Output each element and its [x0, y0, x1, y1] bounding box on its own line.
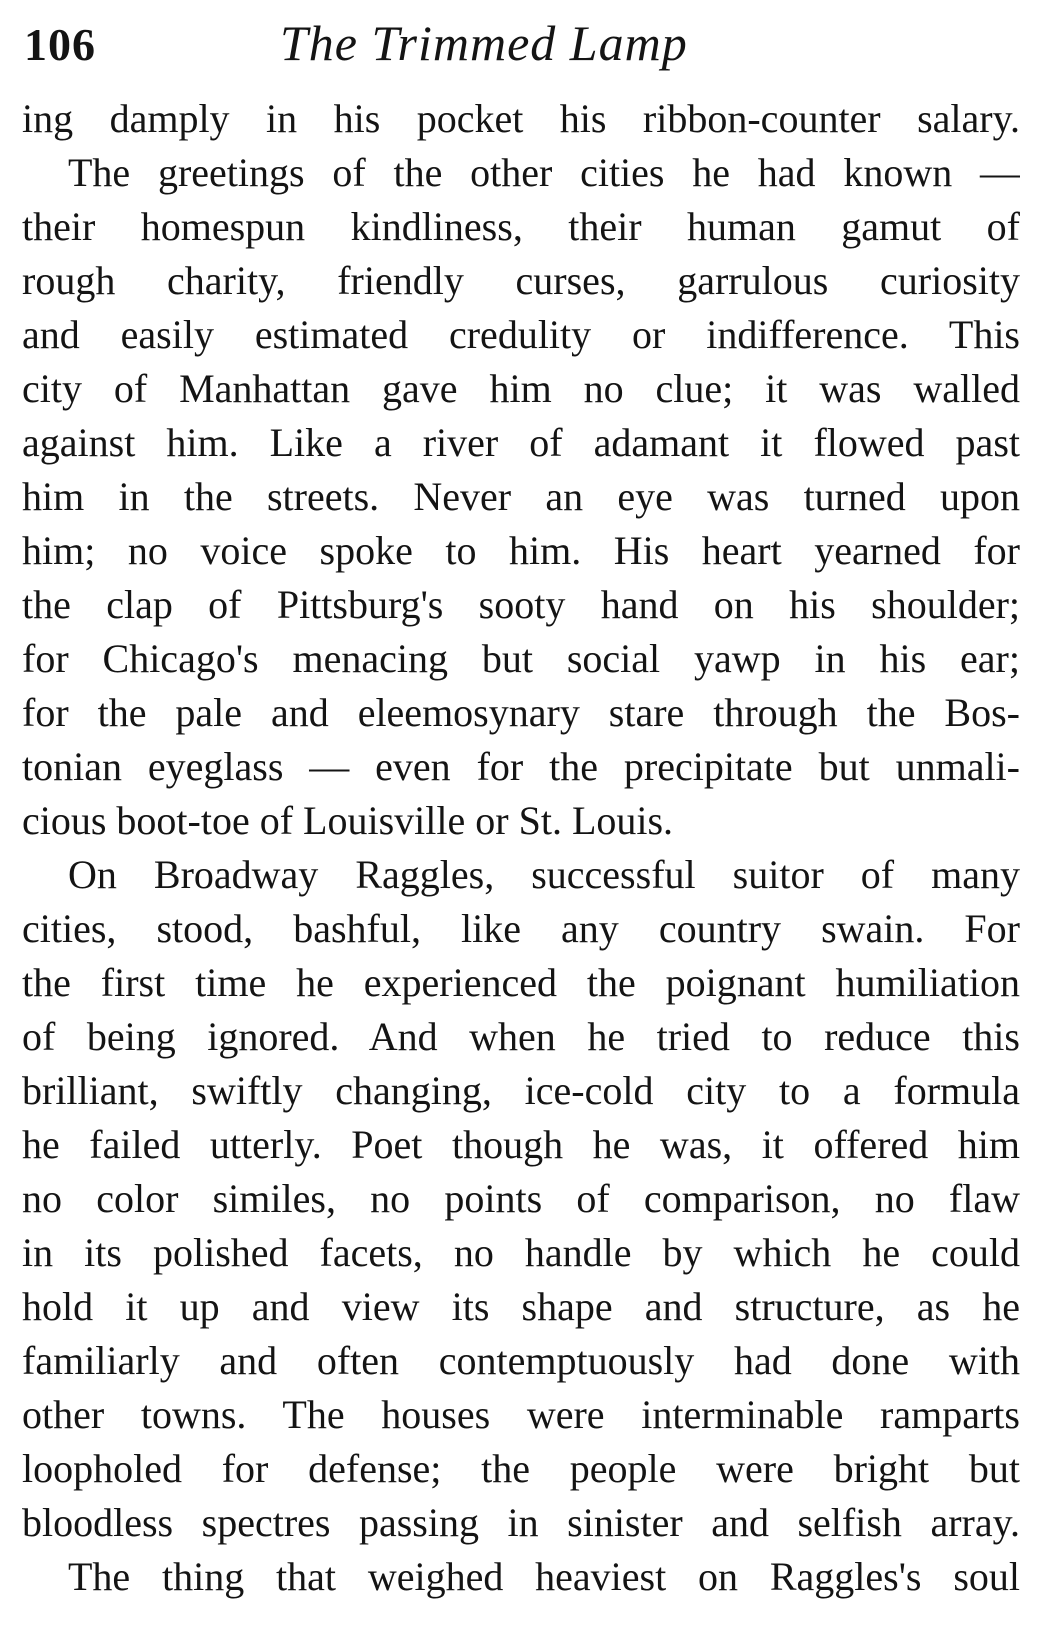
- text-line: their homespun kindliness, their human gamut of: [22, 204, 1020, 249]
- text-line: The greetings of the other cities he had known —: [68, 150, 1020, 195]
- text-line: On Broadway Raggles, successful suitor of many: [68, 852, 1020, 897]
- text-line: he failed utterly. Poet though he was, it offered him: [22, 1122, 1020, 1167]
- running-head: [22, 10, 1020, 80]
- text-line: other towns. The houses were interminable ramparts: [22, 1392, 1020, 1437]
- text-line: bloodless spectres passing in sinister and selfish array.: [22, 1500, 1020, 1545]
- text-line: in its polished facets, no handle by which he could: [22, 1230, 1020, 1275]
- text-line: against him. Like a river of adamant it flowed past: [22, 420, 1020, 465]
- text-line: for Chicago's menacing but social yawp in his ear;: [22, 636, 1020, 681]
- text-line: and easily estimated credulity or indifference. This: [22, 312, 1020, 357]
- running-title: The Trimmed Lamp: [280, 15, 688, 71]
- text-line: city of Manhattan gave him no clue; it was walled: [22, 366, 1020, 411]
- text-line: him; no voice spoke to him. His heart yearned for: [22, 528, 1020, 573]
- text-line: the clap of Pittsburg's sooty hand on his shoulder;: [22, 582, 1020, 627]
- text-line: cious boot-toe of Louisville or St. Louis.: [22, 798, 674, 843]
- text-line: loopholed for defense; the people were bright but: [22, 1446, 1020, 1491]
- text-line: brilliant, swiftly changing, ice-cold city to a formula: [22, 1068, 1020, 1113]
- text-line: ing damply in his pocket his ribbon-counter salary.: [22, 96, 1020, 141]
- text-line: of being ignored. And when he tried to reduce this: [22, 1014, 1020, 1059]
- text-line: hold it up and view its shape and structure, as he: [22, 1284, 1020, 1329]
- text-line: him in the streets. Never an eye was turned upon: [22, 474, 1020, 519]
- text-line: rough charity, friendly curses, garrulous curiosity: [22, 258, 1020, 303]
- text-line: for the pale and eleemosynary stare through the Bos-: [22, 690, 1020, 735]
- text-line: familiarly and often contemptuously had done with: [22, 1338, 1020, 1383]
- book-page: [22, 0, 1020, 1642]
- text-line: tonian eyeglass — even for the precipitate but unmali-: [22, 744, 1020, 789]
- page-number: 106: [24, 19, 96, 70]
- text-line: the first time he experienced the poignant humiliation: [22, 960, 1020, 1005]
- body-text: [22, 92, 1020, 1604]
- text-line: The thing that weighed heaviest on Raggles's soul: [68, 1554, 1020, 1599]
- text-line: no color similes, no points of comparison, no flaw: [22, 1176, 1020, 1221]
- text-line: cities, stood, bashful, like any country swain. For: [22, 906, 1020, 951]
